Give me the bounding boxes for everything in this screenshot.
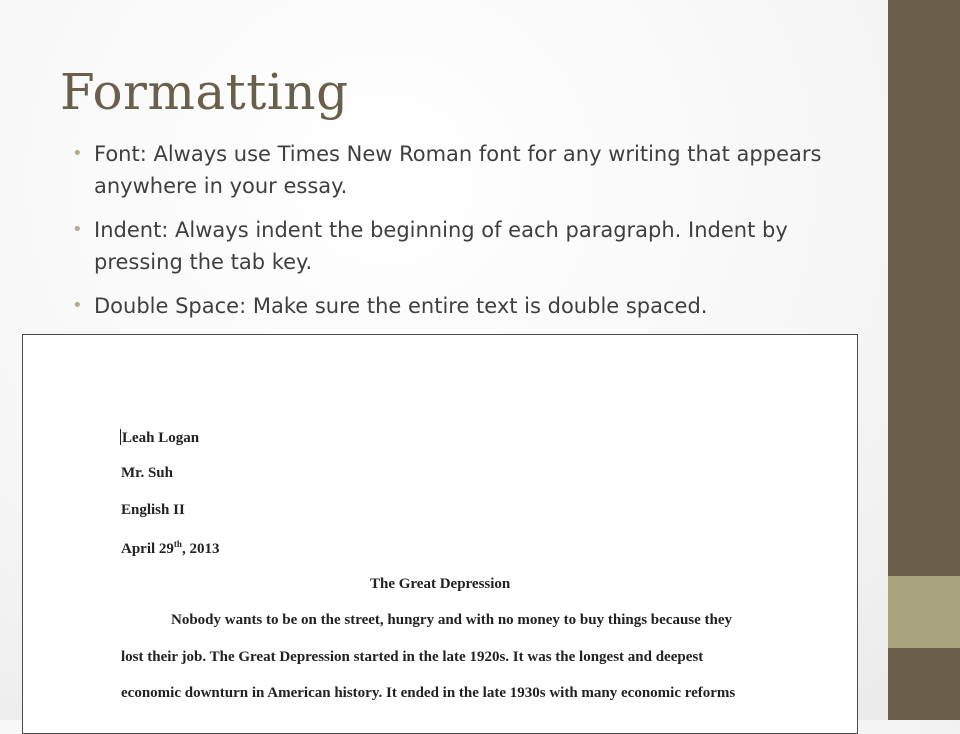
slide-title: Formatting <box>60 63 349 121</box>
essay-body-line: Nobody wants to be on the street, hungry and with no money to buy things because they <box>171 612 733 628</box>
text-cursor-icon <box>120 429 121 445</box>
essay-title: The Great Depression <box>370 576 511 592</box>
bullet-item <box>72 290 872 322</box>
essay-body-line: lost their job. The Great Depression started in the late 1920s. It was the longest and deepest <box>121 649 704 665</box>
bullet-dot-icon: • <box>72 219 83 240</box>
bullet-list <box>72 138 872 334</box>
bullet-dot-icon: • <box>72 295 83 316</box>
essay-header-name: Leah Logan <box>122 430 200 446</box>
essay-header-date: April 29th, 2013 <box>121 539 220 557</box>
bullet-text: Indent: Always indent the beginning of each paragraph. Indent by pressing the tab key. <box>94 218 788 274</box>
sidebar-accent-band <box>888 576 960 648</box>
essay-sample-screenshot <box>22 334 858 734</box>
essay-header-teacher: Mr. Suh <box>121 465 173 481</box>
sidebar-accent <box>888 0 960 720</box>
bullet-dot-icon: • <box>72 143 83 164</box>
essay-header-course: English II <box>121 502 185 518</box>
bullet-text: Double Space: Make sure the entire text is double spaced. <box>94 294 708 318</box>
bullet-text: Font: Always use Times New Roman font for any writing that appears anywhere in your essay. <box>94 142 822 198</box>
bullet-item <box>72 214 872 278</box>
bullet-item <box>72 138 872 202</box>
essay-body-line: economic downturn in American history. It ended in the late 1930s with many economic reforms <box>121 685 736 701</box>
